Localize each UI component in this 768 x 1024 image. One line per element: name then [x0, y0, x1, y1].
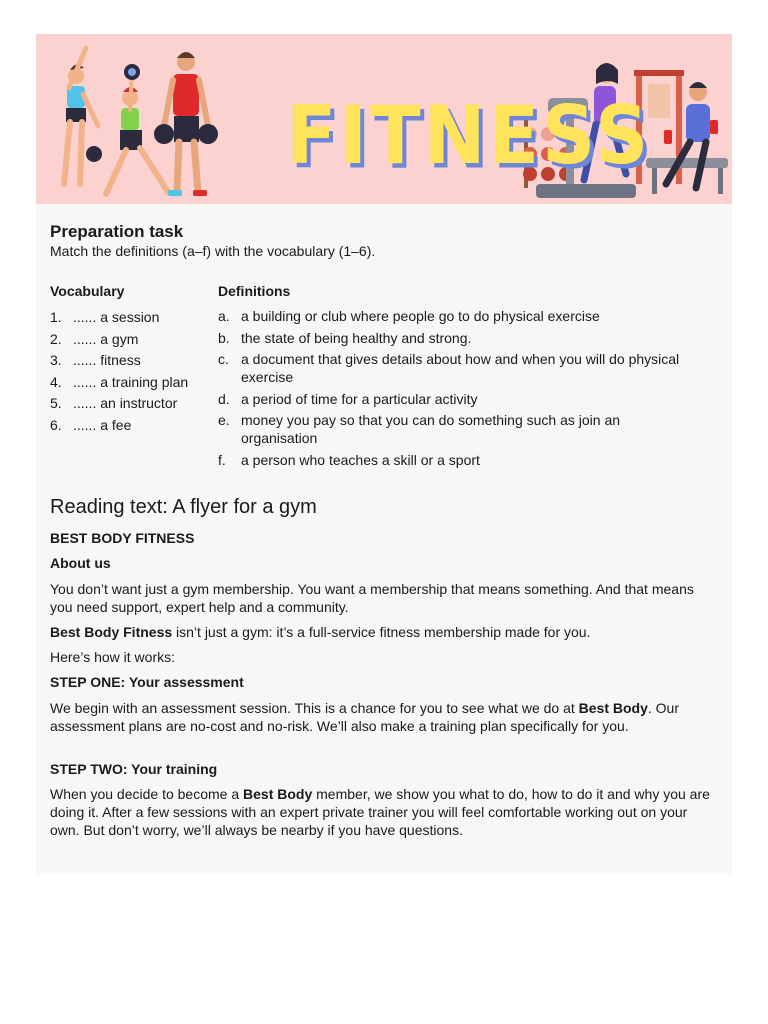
item-letter: c. — [218, 351, 229, 368]
item-text: the state of being healthy and strong. — [241, 329, 472, 346]
item-text: a document that gives details about how and when you will do physical exercise — [241, 351, 680, 386]
item-text: a person who teaches a skill or a sport — [241, 451, 480, 468]
definitions-list — [218, 307, 688, 473]
about-heading: About us — [50, 555, 111, 571]
item-number: 2. — [50, 330, 62, 347]
item-letter: f. — [218, 451, 226, 468]
item-text: ...... fitness — [73, 352, 141, 369]
item-number: 3. — [50, 352, 62, 369]
item-text: money you pay so that you can do something such as join an organisation — [241, 412, 621, 447]
definition-item — [218, 411, 688, 447]
vocabulary-list — [50, 307, 188, 437]
definition-item — [218, 451, 688, 469]
step-two-text-b: member, we show you what to do, how to do it and why you are doing it. After a few sessions with an expert private trainer you will feel comfortable working out on your own. But don’t worry, we’ll always be nearby if you have questions. — [50, 786, 710, 838]
item-number: 6. — [50, 416, 62, 433]
step-one-paragraph — [50, 699, 720, 735]
preparation-instruction: Match the definitions (a–f) with the vocabulary (1–6). — [50, 243, 376, 259]
item-letter: e. — [218, 412, 230, 429]
step-one-text-b: . Our assessment plans are no-cost and no-risk. We’ll also make a training plan specifically for you. — [50, 700, 680, 734]
item-text: ...... a fee — [73, 416, 132, 433]
item-text: ...... an instructor — [73, 395, 178, 412]
definition-item — [218, 390, 688, 408]
about-paragraph: You don’t want just a gym membership. You want a membership that means something. And that means you need support, expert help and a community. — [50, 581, 694, 615]
brand-heading: BEST BODY FITNESS — [50, 530, 195, 546]
item-letter: a. — [218, 308, 230, 324]
vocabulary-item — [50, 350, 188, 372]
vocabulary-item — [50, 393, 188, 415]
item-text: ...... a session — [73, 309, 160, 325]
man-kettlebells-illustration — [154, 52, 218, 196]
step-two-heading: STEP TWO: Your training — [50, 761, 218, 777]
definitions-heading: Definitions — [218, 283, 291, 299]
definition-item — [218, 329, 688, 347]
item-number: 4. — [50, 373, 62, 390]
definition-item — [218, 307, 688, 325]
woman-stretching-illustration — [64, 48, 102, 184]
vocabulary-heading: Vocabulary — [50, 283, 125, 299]
step-one-heading: STEP ONE: Your assessment — [50, 674, 244, 690]
reading-heading: Reading text: A flyer for a gym — [50, 496, 317, 518]
item-letter: b. — [218, 329, 230, 346]
banner-title: FITNESS — [286, 89, 652, 183]
item-text: a building or club where people go to do physical exercise — [241, 308, 600, 324]
definition-item — [218, 350, 688, 386]
item-number: 1. — [50, 309, 62, 325]
vocabulary-item — [50, 415, 188, 437]
intro-paragraph — [50, 623, 720, 641]
how-it-works: Here’s how it works: — [50, 649, 176, 665]
item-text: a period of time for a particular activity — [241, 390, 478, 407]
item-text: ...... a gym — [73, 330, 139, 347]
fitness-banner — [36, 34, 732, 204]
intro-text: isn’t just a gym: it’s a full-service fitness membership made for you. — [172, 624, 591, 640]
vocabulary-item — [50, 372, 188, 394]
brand-name: Best Body — [243, 786, 313, 802]
item-letter: d. — [218, 390, 230, 407]
brand-name: Best Body Fitness — [50, 624, 173, 640]
preparation-heading: Preparation task — [50, 222, 184, 241]
vocabulary-item — [50, 329, 188, 351]
step-two-text-a: When you decide to become a — [50, 786, 244, 802]
item-text: ...... a training plan — [73, 373, 189, 390]
step-one-text-a: We begin with an assessment session. This is a chance for you to see what we do at — [50, 700, 579, 716]
vocabulary-item — [50, 307, 188, 329]
brand-name: Best Body — [578, 700, 648, 716]
step-two-paragraph — [50, 785, 720, 839]
item-number: 5. — [50, 395, 62, 412]
